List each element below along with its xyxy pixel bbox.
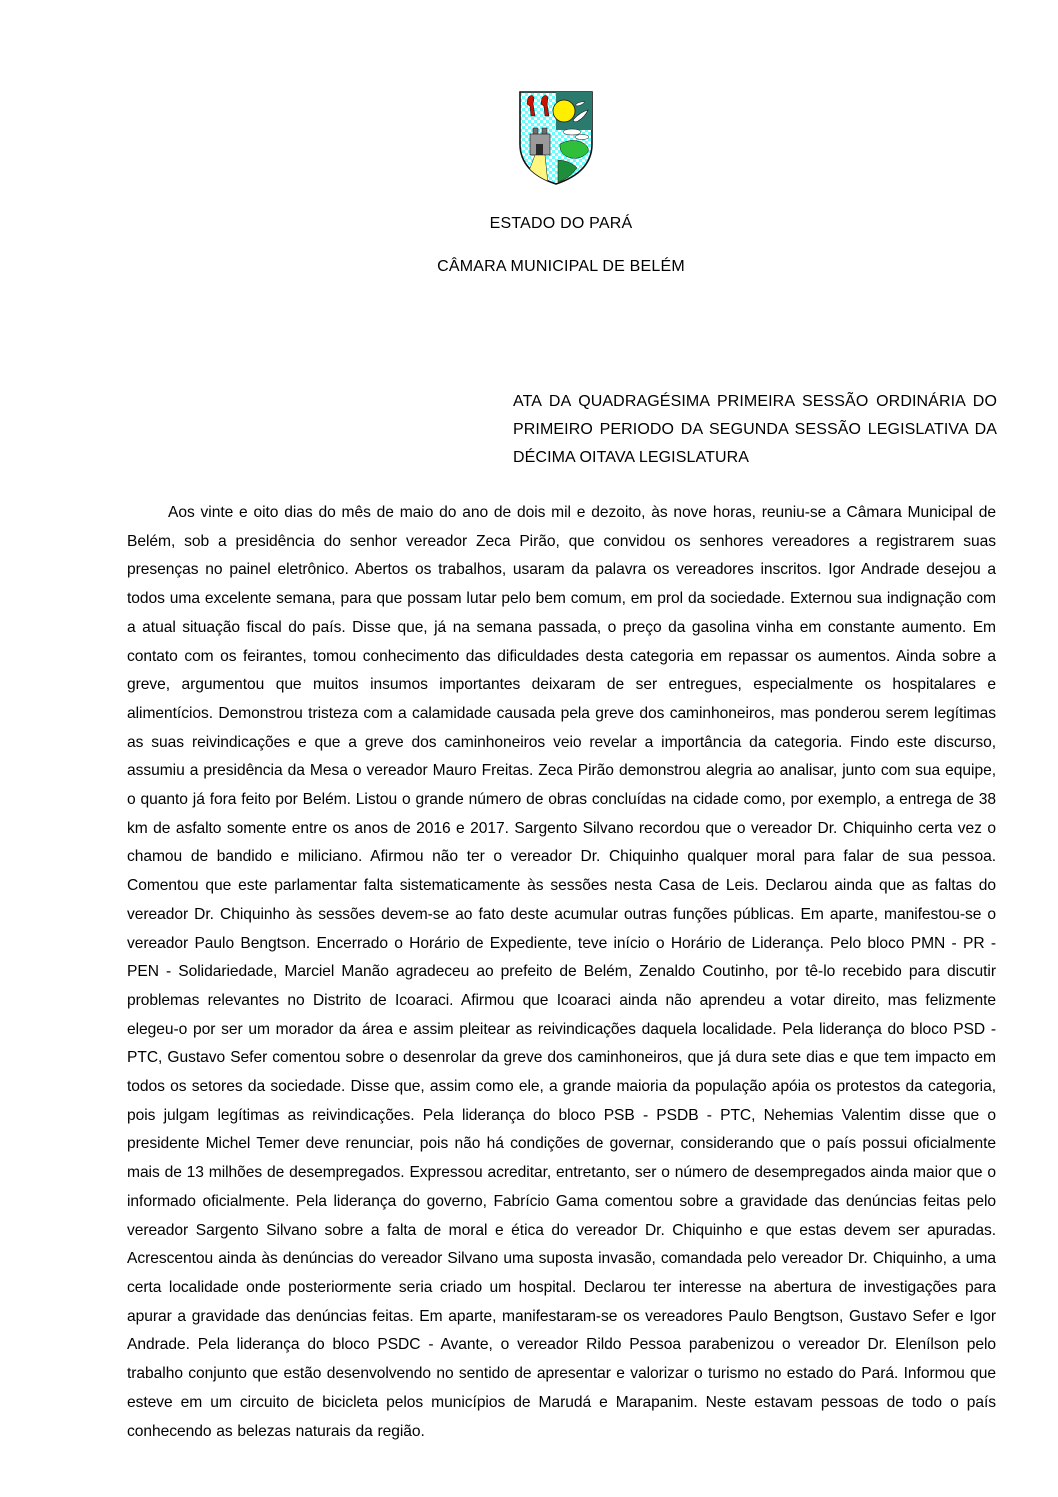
document-body-paragraph: Aos vinte e oito dias do mês de maio do ano de dois mil e dezoito, às nove horas, reuniu-se a Câmara Municipal de Belém, sob a presidência do senhor vereador Zeca Pirão, que convidou os senhores vereadores a registrarem suas presenças no painel eletrônico. Abertos os trabalhos, usaram da palavra os vereadores inscritos. Igor Andrade desejou a todos uma excelente semana, para que possam lutar pelo bem comum, em prol da sociedade. Externou sua indignação com a atual situação fiscal do país. Disse que, já na semana passada, o preço da gasolina vinha em constante aumento. Em contato com os feirantes, tomou conhecimento das dificuldades desta categoria em repassar os aumentos. Ainda sobre a greve, argumentou que muitos insumos importantes deixaram de ser entregues, especialmente os hospitalares e alimentícios. Demonstrou tristeza com a calamidade causada pela greve dos caminhoneiros, mas ponderou serem legítimas as suas reivindicações e que a greve dos caminhoneiros veio revelar a importância da categoria. Findo este discurso, assumiu a presidência da Mesa o vereador Mauro Freitas. Zeca Pirão demonstrou alegria ao analisar, junto com sua equipe, o quanto já fora feito por Belém. Listou o grande número de obras concluídas na cidade como, por exemplo, a entrega de 38 km de asfalto somente entre os anos de 2016 e 2017. Sargento Silvano recordou que o vereador Dr. Chiquinho certa vez o chamou de bandido e miliciano. Afirmou não ter o vereador Dr. Chiquinho qualquer moral para falar de sua pessoa. Comentou que este parlamentar falta sistematicamente às sessões nesta Casa de Leis. Declarou ainda que as faltas do vereador Dr. Chiquinho às sessões devem-se ao fato deste acumular outras funções públicas. Em aparte, manifestou-se o vereador Paulo Bengtson. Encerrado o Horário de Expediente, teve início o Horário de Liderança. Pelo bloco PMN - PR - PEN - Solidariedade, Marciel Manão agradeceu ao prefeito de Belém, Zenaldo Coutinho, por tê-lo recebido para discutir problemas relevantes no Distrito de Icoaraci. Afirmou que Icoaraci ainda não aprendeu a votar direito, mas felizmente elegeu-o por ser um morador da área e assim pleitear as reivindicações daquela localidade. Pela liderança do bloco PSD - PTC, Gustavo Sefer comentou sobre o desenrolar da greve dos caminhoneiros, que já dura sete dias e que tem impacto em todos os setores da sociedade. Disse que, assim como ele, a grande maioria da população apóia os protestos da categoria, pois julgam legítimas as reivindicações. Pela liderança do bloco PSB - PSDB - PTC, Nehemias Valentim disse que o presidente Michel Temer deve renunciar, pois não há condições de governar, considerando que o país possui oficialmente mais de 13 milhões de desempregados. Expressou acreditar, entretanto, ser o número de desempregados ainda maior que o informado oficialmente. Pela liderança do governo, Fabrício Gama comentou sobre a gravidade das denúncias feitas pelo vereador Sargento Silvano sobre a falta de moral e ética do vereador Dr. Chiquinho e que estas devem ser apuradas. Acrescentou ainda às denúncias do vereador Silvano uma suposta invasão, comandada pelo vereador Dr. Chiquinho, a uma certa localidade onde posteriormente seria criado um hospital. Declarou ter interesse na abertura de investigações para apurar a gravidade das denúncias feitas. Em aparte, manifestaram-se os vereadores Paulo Bengtson, Gustavo Sefer e Igor Andrade. Pela liderança do bloco PSDC - Avante, o vereador Rildo Pessoa parabenizou o vereador Dr. Elenílson pelo trabalho conjunto que estão desenvolvendo no sentido de apresentar e valorizar o turismo no estado do Pará. Informou que esteve em um circuito de bicicleta pelos municípios de Marudá e Marapanim. Neste estavam pessoas de todo o país conhecendo as belezas naturais da região. <box>127 504 996 1440</box>
org-title: CÂMARA MUNICIPAL DE BELÉM <box>437 258 685 275</box>
coat-of-arms-icon <box>516 90 596 186</box>
state-title: ESTADO DO PARÁ <box>489 215 633 232</box>
document-title: ATA DA QUADRAGÉSIMA PRIMEIRA SESSÃO ORDINÁRIA DO PRIMEIRO PERIODO DA SEGUNDA SESSÃO LEGISLATIVA DA DÉCIMA OITAVA LEGISLATURA <box>513 393 997 466</box>
